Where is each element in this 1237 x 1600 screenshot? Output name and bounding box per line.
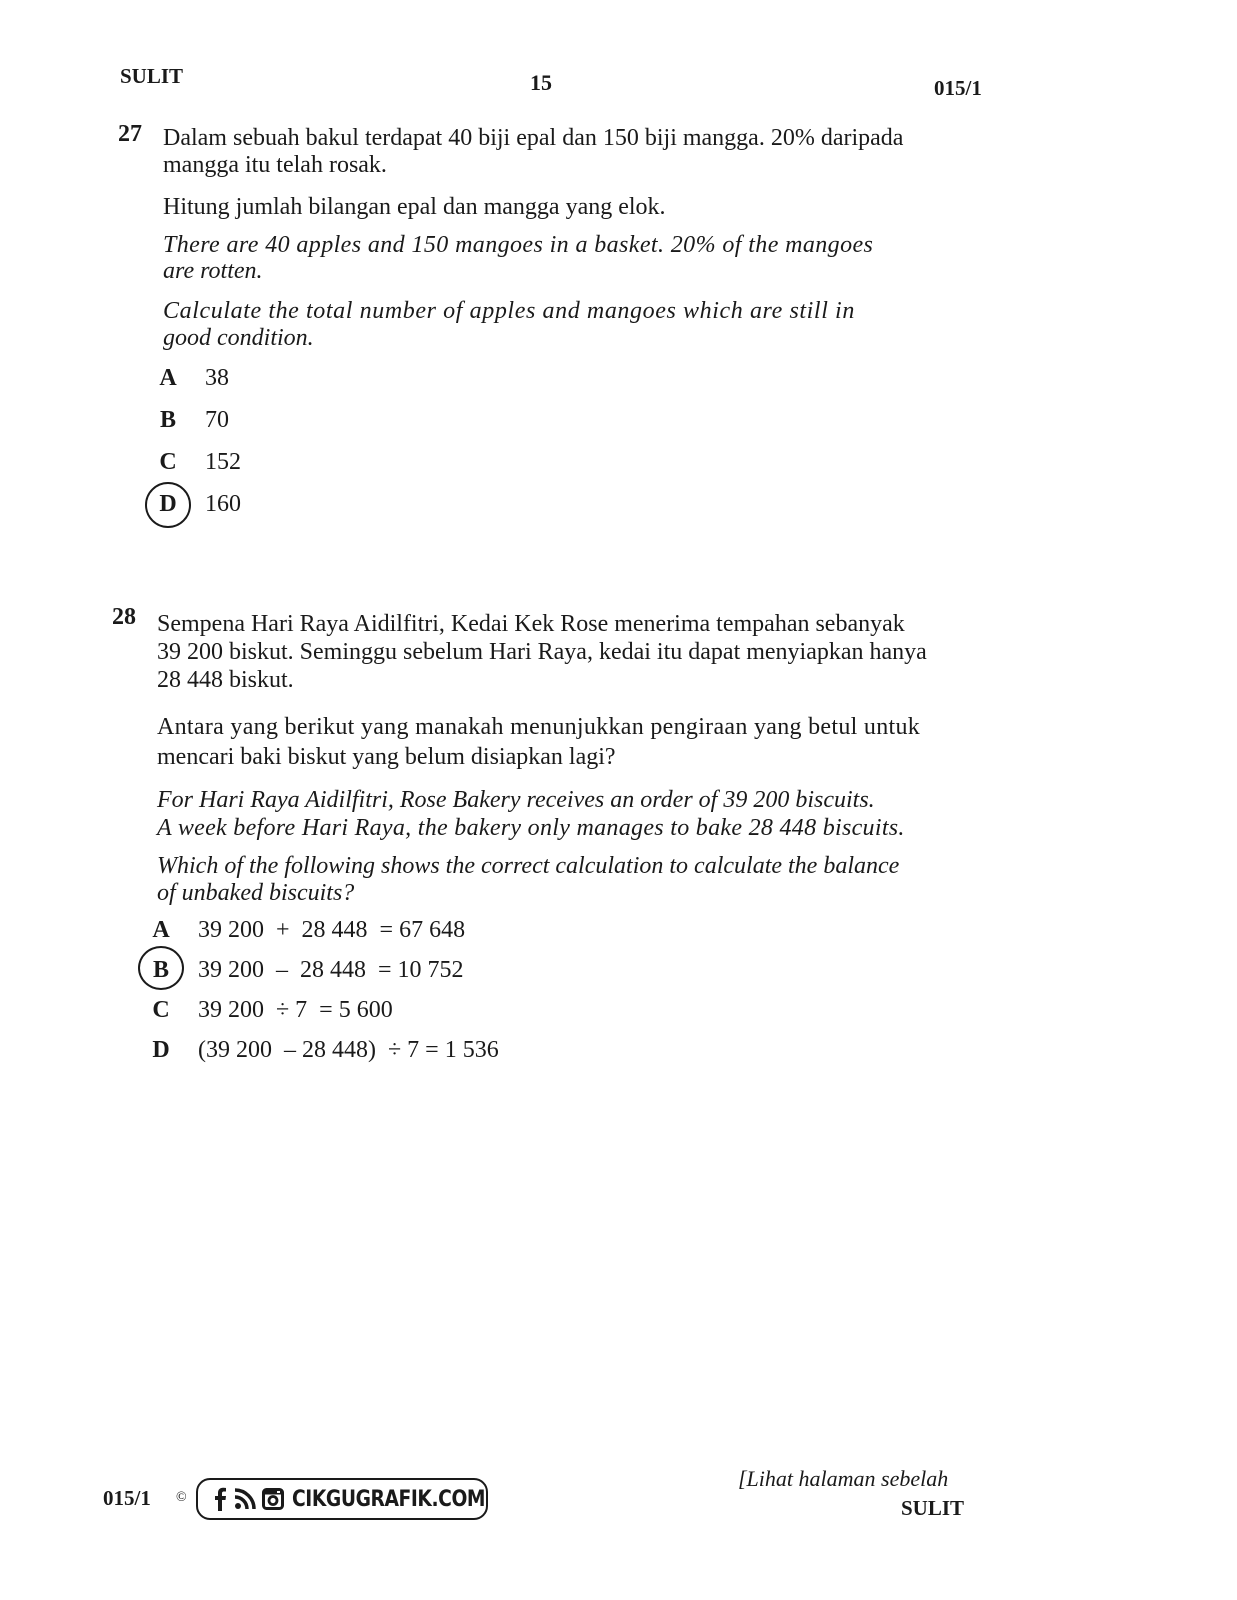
q27-english-task-line-2: good condition.: [163, 325, 314, 351]
option-value: 70: [205, 407, 229, 433]
option-calculation: (39 200 – 28 448) ÷ 7 = 1 536: [198, 1037, 499, 1063]
instagram-icon: [262, 1488, 284, 1510]
option-letter[interactable]: B: [159, 407, 176, 433]
q27-malay-task: Hitung jumlah bilangan epal dan mangga yang elok.: [163, 194, 666, 220]
option-letter[interactable]: A: [159, 365, 177, 391]
q28-malay-line-2: 39 200 biskut. Seminggu sebelum Hari Raya, kedai itu dapat menyiapkan hanya: [157, 639, 927, 665]
website-badge[interactable]: [196, 1478, 488, 1520]
website-link[interactable]: CIKGUGRAFIK.COM: [292, 1486, 486, 1512]
header-classification: SULIT: [120, 64, 184, 88]
option-value: 38: [205, 365, 229, 391]
option-letter[interactable]: D: [152, 1037, 170, 1063]
q27-english-line-2: are rotten.: [163, 258, 263, 284]
q28-english-task-line-2: of unbaked biscuits?: [157, 880, 355, 906]
copyright-symbol: ©: [176, 1490, 187, 1505]
option-letter[interactable]: B: [152, 957, 169, 983]
option-calculation: 39 200 ÷ 7 = 5 600: [198, 997, 393, 1023]
question-number: 27: [118, 121, 142, 147]
option-letter[interactable]: C: [159, 449, 177, 475]
q28-english-line-2: A week before Hari Raya, the bakery only manages to bake 28 448 biscuits.: [157, 815, 905, 841]
header-paper-code: 015/1: [934, 76, 982, 100]
social-icons: [212, 1487, 284, 1511]
option-value: 152: [205, 449, 241, 475]
q28-english-task-line-1: Which of the following shows the correct calculation to calculate the balance: [157, 853, 900, 879]
q28-malay-task-line-1: Antara yang berikut yang manakah menunjukkan pengiraan yang betul untuk: [157, 714, 921, 740]
option-calculation: 39 200 + 28 448 = 67 648: [198, 917, 466, 943]
rss-icon: [234, 1488, 256, 1510]
q27-english-task-line-1: Calculate the total number of apples and mangoes which are still in: [163, 298, 855, 324]
page-number: 15: [530, 70, 552, 95]
see-next-page-note: [Lihat halaman sebelah: [738, 1466, 949, 1491]
option-letter[interactable]: C: [152, 997, 170, 1023]
q28-english-line-1: For Hari Raya Aidilfitri, Rose Bakery receives an order of 39 200 biscuits.: [157, 787, 875, 813]
option-calculation: 39 200 – 28 448 = 10 752: [198, 957, 464, 983]
q28-malay-line-1: Sempena Hari Raya Aidilfitri, Kedai Kek Rose menerima tempahan sebanyak: [157, 611, 905, 637]
footer-classification: SULIT: [901, 1496, 965, 1520]
facebook-icon: [212, 1487, 228, 1511]
option-letter[interactable]: D: [159, 491, 177, 517]
q27-malay-line-1: Dalam sebuah bakul terdapat 40 biji epal dan 150 biji mangga. 20% daripada: [163, 125, 904, 151]
option-letter[interactable]: A: [152, 917, 170, 943]
option-value: 160: [205, 491, 241, 517]
q28-malay-line-3: 28 448 biskut.: [157, 667, 294, 693]
q28-malay-task-line-2: mencari baki biskut yang belum disiapkan lagi?: [157, 744, 616, 770]
q27-english-line-1: There are 40 apples and 150 mangoes in a basket. 20% of the mangoes: [163, 232, 874, 258]
footer-paper-code: 015/1: [103, 1486, 151, 1510]
question-number: 28: [112, 604, 136, 630]
q27-malay-line-2: mangga itu telah rosak.: [163, 152, 387, 178]
